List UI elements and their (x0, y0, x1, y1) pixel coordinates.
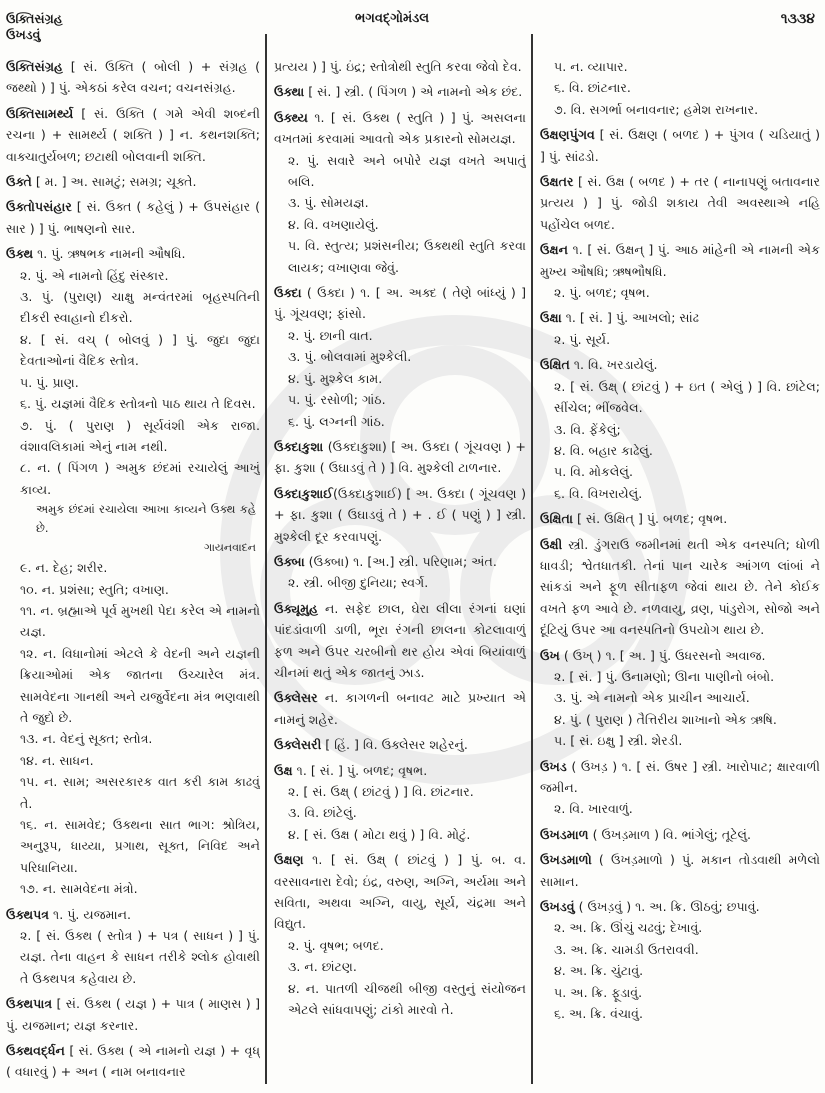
numbered-sense: ૫. પું. રસોળી; ગાંઠ. (288, 392, 386, 408)
definition-text: પ્રત્યય ) ] પું. ઇંદ્ર; સ્તોત્રોથી સ્તુતિ કરવા જેવો દેવ. (274, 59, 522, 74)
numbered-sense: ૫. ન. વ્યાપાર. (554, 59, 628, 74)
headword: ઉખડવું (540, 899, 575, 915)
numbered-sense: ૩. પું. એ નામનો એક પ્રાચીન આચાર્ય. (554, 690, 750, 706)
dictionary-entry (540, 849, 820, 892)
numbered-sense: ૧૩. ન. વેદનું સૂક્ત; સ્તોત્ર. (20, 731, 153, 747)
definition-text: ( ઉખડ઼વું ) ૧. અ. ક્રિ. ઊઠવું; છપાવું. (574, 899, 760, 915)
dictionary-entry (540, 171, 820, 235)
column-2 (274, 56, 526, 1086)
entry-definition (274, 282, 526, 325)
definition-text: ૧. [ સં. ઉક્ષન્ ] પું. આઠ માંહેની એ નામની એક મુખ્ય ઔષધિ; ઋષભૌષધિ. (540, 242, 820, 279)
numbered-sense: ૨. પું. છાની વાત. (288, 327, 373, 343)
numbered-sense: ૧૭. ન. સામવેદના મંત્રો. (20, 881, 138, 897)
citation-quote (6, 500, 260, 557)
definition-text: ૧. પું. ઋષભક નામની ઔષધિ. (33, 246, 186, 262)
definition-text: ૧. [ સં. ઉક્થ ( સ્તુતિ ) ] પું. અસલના વખતમાં કરવામાં આવતો એક પ્રકારનો સોમયજ્ઞ. (274, 109, 526, 147)
headword: ઉક્દાકુશાઈ (274, 485, 333, 501)
entry-definition (540, 307, 820, 328)
numbered-sense: ૨. પું. વૃષભ; બળદ. (288, 937, 384, 953)
quote-text: અમુક છંદમાં રચાયેલા આખા કાવ્યને ઉક્થ કહે છે. (36, 502, 256, 536)
headword: ઉખડ (540, 758, 567, 774)
dictionary-entry (6, 56, 260, 99)
first-guide-word: ઉક્તિસંગ્રહ (6, 11, 63, 26)
numbered-sense: ૧૧. ન. બ્રહ્માએ પૂર્વ મુખથી પેદા કરેલ એ નામનો યજ્ઞ. (20, 602, 260, 640)
dictionary-entry (274, 282, 526, 432)
numbered-sense: ૪. વિ. બહાર કાઢેલું. (554, 442, 653, 458)
dictionary-entry (540, 824, 820, 845)
dictionary-entry (274, 551, 526, 594)
dictionary-entry (274, 760, 526, 846)
definition-text: [ સં. ઉક્થ ( યજ્ઞ ) + પાત્ર ( માણસ ) ] પું. યજમાન; યજ્ઞ કરનાર. (6, 996, 260, 1033)
entry-definition (6, 56, 260, 99)
entry-definition (6, 243, 260, 264)
headword: ઉક્લેસરી (274, 737, 322, 753)
numbered-sense: ૫. વિ. મોકલેલું. (554, 464, 633, 480)
entry-definition (274, 551, 526, 572)
definition-text: ન. સફેદ છાલ, ઘેરા લીલા રંગનાં ઘણાં પાંદડાંવાળી ડાળી, ભૂરા રંગની છાલના કોટલાવાળું ફળ અને ઉપર ચરબીનો થર હોય એવાં બિયાંવાળું ચીનમાં થતું એક જાતનું ઝાડ. (274, 600, 526, 680)
dictionary-entry (6, 103, 260, 167)
entry-definition (6, 196, 260, 239)
dictionary-entry (540, 534, 820, 641)
dictionary-entry (274, 81, 526, 102)
definition-text: [ મ. ] અ. સામટું; સમગ્ર; ચૂક્તે. (31, 174, 197, 190)
numbered-sense: ૩. અ. ક્રિ. ચામડી ઉતરાવવી. (554, 941, 699, 957)
definition-text: ( ઉખડ઼માળ ) વિ. ભાંગેલું; તૂટેલું. (588, 826, 752, 842)
dictionary-columns (0, 56, 825, 1086)
definition-text: ૧. [ સં. ] પું. બળદ; વૃષભ. (292, 762, 428, 778)
quote-source: ગાયનવાદન (204, 541, 256, 555)
headword: ઉક્ષણપુંગવ (540, 127, 595, 143)
headword: ઉખડમાળો (540, 852, 592, 868)
headword: ઉક્દાકુશા (274, 438, 324, 454)
dictionary-entry (540, 307, 820, 350)
dictionary-entry (540, 239, 820, 303)
numbered-sense: ૧૪. ન. સાધન. (20, 752, 94, 768)
headword: ઉક્ષન (540, 242, 569, 258)
headword: ઉક્ષતર (540, 174, 574, 190)
numbered-sense: ૮. ન. ( પિંગળ ) અમુક છંદમાં રચાયેલું આખું કાવ્ય. (20, 460, 260, 497)
definition-text: ૧. પું. યજમાન. (49, 906, 131, 922)
dictionary-entry (540, 756, 820, 820)
numbered-sense: ૪. ન. પાતળી ચીજથી બીજી વસ્તુનું સંયોજન એટલે સાંધવાપણું; ટાંકો મારવો તે. (288, 980, 526, 1018)
dictionary-entry (540, 56, 820, 120)
definition-text: ( ઉખ્ ) ૧. [ અ. ] પું. ઉધરસનો અવાજ. (559, 647, 766, 663)
numbered-sense: ૫. પું. પ્રાણ. (20, 374, 79, 390)
numbered-sense: ૪. પું. મુશ્કેલ કામ. (288, 370, 383, 386)
dictionary-entry (6, 243, 260, 899)
dictionary-entry (274, 849, 526, 1020)
entry-definition (274, 81, 526, 102)
entry-definition (540, 239, 820, 282)
headword: ઉક્ષ (274, 762, 293, 778)
numbered-sense: ૯. ન. દેહ; શરીર. (20, 560, 108, 576)
headword: ઉક્થપાત્ર (6, 996, 53, 1012)
definition-text: (ઉક્દાકુશાઈ) [ અ. ઉક્દા ( ગૂંચવણ ) + ફા. કુશા ( ઉઘાડવું તે ) + . ઈ ( પણું ) ] સ્ત્રી. મુશ્કેલી દૂર કરવાપણું. (274, 485, 526, 544)
dictionary-entry (274, 734, 526, 755)
guide-words (6, 11, 63, 43)
numbered-sense: ૭. વિ. સગર્ભા બનાવનાર; હમેશ રાખનાર. (554, 101, 759, 117)
headword: ઉખડમાળ (540, 826, 589, 842)
dictionary-entry (274, 687, 526, 730)
definition-text: ૧. [ સં. ] પું. આખલો; સાંઢ (561, 310, 699, 326)
entry-definition (540, 756, 820, 799)
entry-definition (274, 598, 526, 684)
entry-definition (274, 734, 526, 755)
dictionary-entry (540, 896, 820, 1024)
headword: ઉક્દા (274, 285, 302, 301)
definition-text: (ઉક્દાકુશા) [ અ. ઉક્દા ( ગૂંચવણ ) + ફા. કુશા ( ઉઘાડવું તે ) ] વિ. મુશ્કેલી ટાળનાર. (274, 438, 526, 476)
entry-definition (274, 687, 526, 730)
definition-text: [ સં. ઉક્તિ ( બોલી ) + સંગ્રહ ( જથ્થો ) ] પું. એકઠાં કરેલ વચન; વચનસંગ્રહ. (6, 59, 260, 96)
numbered-sense: ૬. વિ. વિખરાયેલું. (554, 485, 643, 501)
entry-definition (6, 1040, 260, 1083)
numbered-sense: ૬. પું. લગ્નની ગાંઠ. (288, 413, 385, 429)
definition-text: ૧. વિ. ખરડાયેલું. (569, 357, 658, 373)
page-number: ૧૩૩૪ (780, 11, 815, 27)
headword: ઉક્યૂમુહ (274, 600, 319, 616)
definition-text: [ સં. ઉક્થ ( એ નામનો યજ્ઞ ) + વૃધ્ ( વધારવું ) + અન ( નામ બનાવનાર (6, 1043, 260, 1080)
numbered-sense: ૨. અ. ક્રિ. ઊંચું ચઢવું; દેખાવું. (554, 920, 703, 936)
headword: ઉક્થ્ય (274, 109, 308, 125)
definition-text: ( ઉખડ઼માળો ) પું. મકાન તોડવાથી મળેલો સામાન. (540, 852, 820, 889)
numbered-sense: ૪. વિ. વખણાયેલું. (288, 216, 379, 232)
headword: ઉક્થપત્ર (6, 906, 50, 922)
numbered-sense: ૩. પું. (પુરાણ) ચાક્ષુ મન્વંતરમાં બૃહસ્પતિની દીકરી સ્વાહાનો દીકરો. (20, 289, 260, 326)
dictionary-entry (6, 1040, 260, 1083)
numbered-sense: ૫. અ. ક્રિ. ફૂડાવું. (554, 984, 643, 1000)
headword: ઉક્તિસામર્થ્ય (6, 105, 74, 121)
headword: ઉક્તોપસંહાર (6, 199, 72, 215)
numbered-sense: ૧૦. ન. પ્રશંસા; સ્તુતિ; વખાણ. (20, 581, 169, 597)
entry-definition (274, 436, 526, 479)
numbered-sense: ૨. પું. સવારે અને બપોરે યજ્ઞ વખતે અપાતું બલિ. (288, 152, 526, 190)
entry-definition (6, 103, 260, 167)
definition-text: ૧. [ સં. ઉક્ષ્ ( છાંટવું ) ] પું. બ. વ. વરસાવનારા દેવો; ઇંદ્ર, વરુણ, અગ્નિ, અર્યમા અને સવિતા, અથવા અગ્નિ, વાયુ, સૂર્ય, ચંદ્રમા અને વિદ્યુત. (274, 852, 526, 932)
column-3 (540, 56, 820, 1086)
definition-text: (ઉક્બા) ૧. [અ.] સ્ત્રી. પરિણામ; અંત. (304, 553, 497, 569)
entry-definition (540, 645, 820, 666)
entry-definition (274, 760, 526, 781)
numbered-sense: ૨. પું. એ નામનો હિંદુ સંસ્કાર. (20, 267, 169, 283)
entry-definition (6, 993, 260, 1036)
page-header (0, 8, 825, 52)
numbered-sense: ૪. અ. ક્રિ. ચુંટાવું. (554, 963, 644, 979)
entry-definition (6, 904, 260, 925)
dictionary-entry (274, 483, 526, 547)
dictionary-entry (540, 508, 820, 529)
dictionary-entry (274, 436, 526, 479)
numbered-sense: ૨. પું. સૂર્ય. (554, 331, 611, 347)
headword: ઉક્તિસંગ્રહ (6, 59, 63, 74)
entry-definition (540, 124, 820, 167)
dictionary-entry (274, 56, 526, 77)
numbered-sense: ૩. વિ. ફેંકેલું; (554, 421, 621, 437)
dictionary-entry (6, 171, 260, 192)
headword: ઉક્ષિત (540, 357, 570, 373)
numbered-sense: ૨. [ સં. ઉક્થ ( સ્તોત્ર ) + પત્ર ( સાધન ) ] પું. યજ્ઞ. તેના વાહન કે સાધન તરીકે શ્લોક હોવાથી તે ઉક્થપત્ર કહેવાય છે. (20, 928, 260, 986)
numbered-sense: ૧૫. ન. સામ; અસરકારક વાત કરી કામ કાઢવું તે. (20, 774, 260, 811)
numbered-sense: ૭. પું. ( પુરાણ ) સૂર્યવંશી એક રાજા. વંશાવલિકામાં એનું નામ નથી. (20, 417, 260, 454)
headword: ઉક્ષિતા (540, 511, 573, 527)
entry-definition (274, 56, 526, 77)
entry-definition (274, 849, 526, 935)
numbered-sense: ૬. અ. ક્રિ. વંચાવું. (554, 1006, 643, 1022)
numbered-sense: ૩. પું. બોલવામાં મુશ્કેલી. (288, 349, 412, 365)
numbered-sense: ૧૬. ન. સામવેદ; ઉક્થના સાત ભાગ: શ્રોત્રિય, અનુરૂપ, ધાય્યા, પ્રગાથ, સૂક્ત, નિવિદ અને પરિધાનિયા. (20, 817, 260, 875)
entry-definition (540, 849, 820, 892)
numbered-sense: ૫. વિ. સ્તુત્ય; પ્રશંસનીય; ઉક્થથી સ્તુતિ કરવા લાયક; વખાણવા જેવું. (288, 238, 526, 275)
definition-text: ન. કાગળની બનાવટ માટે પ્રખ્યાત એ નામનું શહેર. (274, 690, 526, 727)
numbered-sense: ૨. સ્ત્રી. બીજી દુનિયા; સ્વર્ગ. (288, 575, 429, 591)
numbered-sense: ૪. [ સં. વચ્ ( બોલવું ) ] પું. જુદા જુદા દેવતાઓનાં વૈદિક સ્તોત્ર. (20, 331, 260, 369)
column-1 (6, 56, 260, 1086)
entry-definition (274, 483, 526, 547)
dictionary-entry (6, 993, 260, 1036)
entry-definition (540, 171, 820, 235)
dictionary-entry (6, 904, 260, 990)
headword: ઉક્થવર્દ્ધન (6, 1043, 65, 1059)
numbered-sense: ૩. પું. સોમયજ્ઞ. (288, 195, 369, 211)
headword: ઉક્ષણ (274, 852, 304, 868)
dictionary-entry (274, 598, 526, 684)
dictionary-entry (540, 124, 820, 167)
headword: ઉક્ષા (540, 310, 562, 326)
definition-text: [ સં. ઉક્તિ ( ગમે એવી શબ્દની રચના ) + સામર્થ્ય ( શક્તિ ) ] ન. કથનશક્તિ; વાક્ચાતુર્યબળ; છટાથી બોલવાની શક્તિ. (6, 105, 260, 164)
definition-text: [ સં. ] સ્ત્રી. ( પિંગળ ) એ નામનો એક છંદ. (304, 84, 523, 100)
numbered-sense: ૩. ન. છાંટણ. (288, 959, 357, 975)
definition-text: સ્ત્રી. ડુંગરાઉ જમીનમાં થતી એક વનસ્પતિ; ધોળી ધાવડી; શ્વેતધાતકી. તેનાં પાન ચારેક આંગળ લાંબાં ને સાંકડાં અને ફૂળ સીતાફળ જેવાં થાય છે. તેને કોઈક વખતે ફળ આવે છે. નળવાયુ, વ્રણ, પાંડુરોગ, સોજો અને દૂંટિયું ઉપર આ વનસ્પતિનો ઉપયોગ થાય છે. (540, 536, 820, 638)
entry-definition (6, 171, 260, 192)
definition-text: [ સં. ઉક્ષિત્ ] પું. બળદ; વૃષભ. (572, 511, 728, 527)
headword: ઉક્તે (6, 174, 32, 190)
headword: ઉખ (540, 647, 560, 663)
definition-text: [ સં. ઉક્ષણ ( બળદ ) + પુંગવ ( ચડિયાતું ) ] પું. સાંઢડો. (540, 127, 820, 164)
headword: ઉક્બા (274, 553, 305, 569)
numbered-sense: ૫. [ સં. ઇક્ષુ ] સ્ત્રી. શેરડી. (554, 733, 683, 749)
entry-definition (274, 107, 526, 150)
headword: ઉક્થા (274, 84, 305, 100)
numbered-sense: ૨. [ સં. ઉક્ષ્ ( છાંટવું ) + ઇત ( એલું ) ] વિ. છાંટેલ; સીંચેલ; ભીંજવેલ. (554, 378, 820, 416)
headword: ઉક્ષી (540, 536, 563, 552)
definition-text: [ સં. ઉક્ત ( કહેલું ) + ઉપસંહાર ( સાર ) ] પું. ભાષણનો સાર. (6, 199, 260, 236)
definition-text: [ સં. ઉક્ષ ( બળદ ) + તર ( નાનાપણું બતાવનાર પ્રત્યય ) ] પું. જોડી શકાય તેવી અવસ્થાએ નહિ પહોંચેલ બળદ. (540, 174, 820, 232)
definition-text: ( ઉખડ઼ ) ૧. [ સં. ઉષર ] સ્ત્રી. ખારોપાટ; ક્ષારવાળી જમીન. (540, 758, 820, 795)
definition-text: ( ઉક્દા ) ૧. [ અ. અક્દ ( તેણે બાંધ્યું ) ] પું. ગૂંચવણ; ફાંસો. (274, 285, 526, 322)
numbered-sense: ૬. પું. યજ્ઞમાં વૈદિક સ્તોત્રનો પાઠ થાય તે દિવસ. (20, 396, 256, 412)
numbered-sense: ૧૨. ન. વિધાનોમાં એટલે કે વેદની અને યજ્ઞની ક્રિયાઓમાં એક જાતના ઉચ્ચારેલ મંત્ર. સામવેદના ગાનથી અને યજુર્વેદના મંત્ર ભણવાથી તે જુદો છે. (20, 645, 260, 725)
numbered-sense: ૩. વિ. છાંટેલું. (288, 805, 357, 821)
numbered-sense: ૬. વિ. છાંટનાર. (554, 80, 631, 96)
dictionary-entry (274, 107, 526, 278)
headword: ઉક્થ (6, 246, 34, 262)
entry-definition (540, 354, 820, 375)
definition-text: [ હિં. ] વિ. ઉક્લેસર શહેરનું. (321, 737, 468, 753)
numbered-sense: ૨. [ સં. ] પું. ઉનામણો; ઊના પાણીનો બંબો. (554, 668, 775, 684)
headword: ઉક્લેસર (274, 690, 318, 706)
dictionary-entry (540, 354, 820, 504)
entry-definition (540, 896, 820, 917)
entry-definition (540, 534, 820, 641)
entry-definition (540, 508, 820, 529)
last-guide-word: ઉખડવું (6, 27, 41, 42)
numbered-sense: ૪. પું. ( પુરાણ ) તૈત્તિરીય શાખાનો એક ઋષિ. (554, 711, 777, 727)
entry-definition (540, 824, 820, 845)
numbered-sense: ૨. પું. બળદ; વૃષભ. (554, 285, 650, 301)
numbered-sense: ૨. [ સં. ઉક્ષ્ ( છાંટવું ) ] વિ. છાંટનાર. (288, 784, 474, 799)
numbered-sense: ૨. વિ. ખારવાળું. (554, 801, 633, 817)
dictionary-title: ભગવદ્ગોમંડલ (355, 11, 430, 26)
dictionary-entry (6, 196, 260, 239)
dictionary-entry (540, 645, 820, 752)
numbered-sense: ૪. [ સં. ઉક્ષ ( મોટા થવું ) ] વિ. મોટું. (288, 826, 471, 842)
